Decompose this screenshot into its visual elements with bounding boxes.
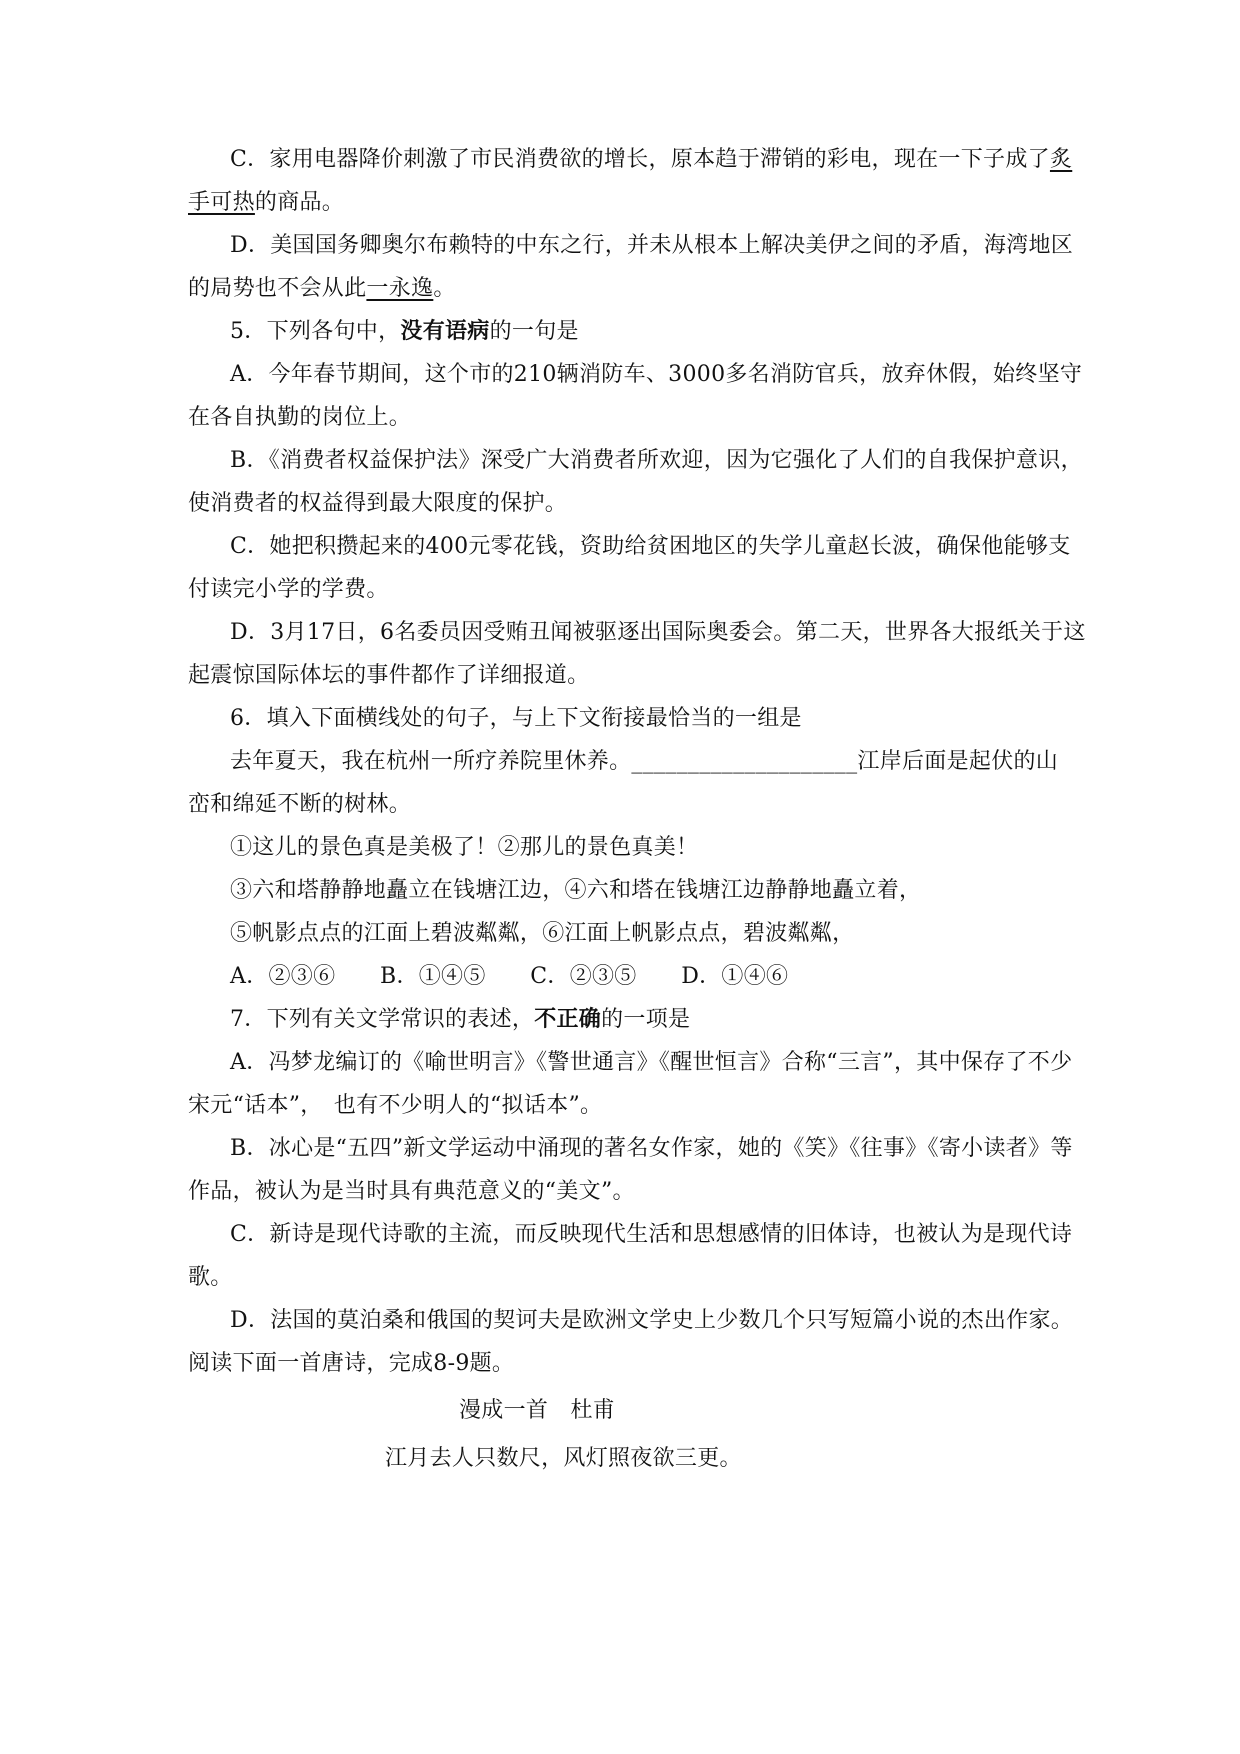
q7-option-d-line1: D．法国的莫泊桑和俄国的契诃夫是欧洲文学史上少数几个只写短篇小说的杰出作家。 xyxy=(230,1308,1074,1333)
q7-option-c-line1: C．新诗是现代诗歌的主流，而反映现代生活和思想感情的旧体诗，也被认为是现代诗 xyxy=(230,1222,1073,1247)
q6-choices: A．②③⑥ B．①④⑤ C．②③⑤ D．①④⑥ xyxy=(230,964,789,989)
q6-options-1-2: ①这儿的景色真是美极了！②那儿的景色真美！ xyxy=(230,835,699,860)
q7-option-c-line2: 歌。 xyxy=(188,1265,233,1290)
q5-option-d-line1: D．3月17日，6名委员因受贿丑闻被驱逐出国际奥委会。第二天，世界各大报纸关于这 xyxy=(230,620,1086,645)
poem-title: 漫成一首 杜甫 xyxy=(459,1398,616,1423)
q5-option-b-line1: B．《消费者权益保护法》深受广大消费者所欢迎，因为它强化了人们的自我保护意识， xyxy=(230,448,1083,473)
q5-stem-tail: 的一句是 xyxy=(489,319,579,344)
q4-option-d-underlined: 一永逸 xyxy=(366,276,434,301)
q7-stem-tail: 的一项是 xyxy=(601,1007,691,1032)
q6-stem: 6．填入下面横线处的句子，与上下文衔接最恰当的一组是 xyxy=(230,706,802,731)
q6-options-5-6: ⑤帆影点点的江面上碧波粼粼，⑥江面上帆影点点，碧波粼粼， xyxy=(230,921,855,946)
reading-intro: 阅读下面一首唐诗，完成8-9题。 xyxy=(188,1351,515,1376)
q5-option-a-line1: A．今年春节期间，这个市的210辆消防车、3000多名消防官兵，放弃休假，始终坚守 xyxy=(230,362,1083,387)
q7-stem xyxy=(230,1005,690,1035)
q7-stem-bold: 不正确 xyxy=(534,1007,602,1032)
q4-option-c-line1 xyxy=(230,145,1072,175)
q5-option-d-line2: 起震惊国际体坛的事件都作了详细报道。 xyxy=(188,663,590,688)
q6-passage-line1: 去年夏天，我在杭州一所疗养院里休养。____________________江岸后面是起伏的山 xyxy=(230,749,1059,774)
q7-option-a-line1: A．冯梦龙编订的《喻世明言》《警世通言》《醒世恒言》合称“三言”，其中保存了不少 xyxy=(230,1050,1073,1075)
q6-options-3-4: ③六和塔静静地矗立在钱塘江边，④六和塔在钱塘江边静静地矗立着， xyxy=(230,878,922,903)
q5-stem-text: 5．下列各句中， xyxy=(230,319,401,344)
poem-line-1: 江月去人只数尺，风灯照夜欲三更。 xyxy=(385,1446,742,1471)
q5-stem xyxy=(230,317,579,347)
q5-option-a-line2: 在各自执勤的岗位上。 xyxy=(188,405,412,430)
q5-stem-bold: 没有语病 xyxy=(400,319,490,344)
q6-passage-line2: 峦和绵延不断的树林。 xyxy=(188,792,412,817)
q4-option-d-text: 的局势也不会从此 xyxy=(188,276,367,301)
q5-option-b-line2: 使消费者的权益得到最大限度的保护。 xyxy=(188,491,568,516)
q7-option-b-line1: B．冰心是“五四”新文学运动中涌现的著名女作家，她的《笑》《往事》《寄小读者》等 xyxy=(230,1136,1073,1161)
q4-option-d-tail: 。 xyxy=(433,276,456,301)
q4-option-c-line2 xyxy=(188,188,344,218)
q4-option-c-tail: 的商品。 xyxy=(254,190,345,215)
q7-stem-text: 7．下列有关文学常识的表述， xyxy=(230,1007,535,1032)
q5-option-c-line2: 付读完小学的学费。 xyxy=(188,577,389,602)
q4-option-c-text: C．家用电器降价刺激了市民消费欲的增长，原本趋于滞销的彩电，现在一下子成了 xyxy=(230,147,1050,172)
q4-option-d-line2 xyxy=(188,274,456,304)
q4-option-d-line1: D．美国国务卿奥尔布赖特的中东之行，并未从根本上解决美伊之间的矛盾，海湾地区 xyxy=(230,233,1074,258)
q7-option-b-line2: 作品，被认为是当时具有典范意义的“美文”。 xyxy=(188,1179,635,1204)
q7-option-a-line2: 宋元“话本”， 也有不少明人的“拟话本”。 xyxy=(188,1093,603,1118)
q5-option-c-line1: C．她把积攒起来的400元零花钱，资助给贫困地区的失学儿童赵长波，确保他能够支 xyxy=(230,534,1071,559)
q4-option-c-underlined-2: 手可热 xyxy=(188,190,255,215)
q4-option-c-underlined-1: 炙 xyxy=(1049,147,1073,172)
